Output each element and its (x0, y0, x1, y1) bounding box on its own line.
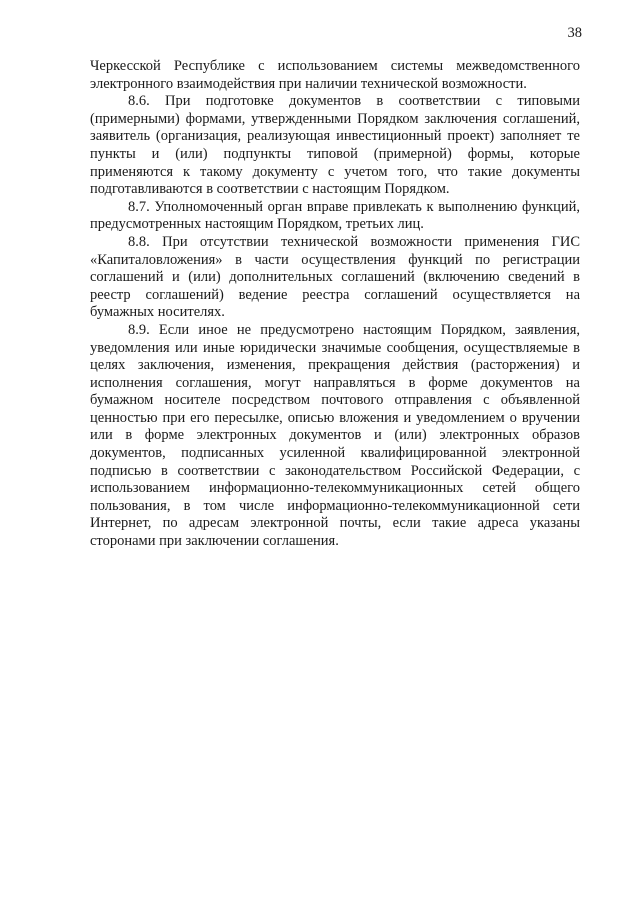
paragraph-8-9: 8.9. Если иное не предусмотрено настоящим Порядком, заявления, уведомления или иные юридически значимые сообщения, осуществляемые в целях заключения, изменения, прекращения действия (расторжения) и исполнения соглашения, могут направляться в форме документов на бумажном носителе посредством почтового отправления с объявленной ценностью при его пересылке, описью вложения и уведомлением о вручении или в форме электронных документов и (или) электронных образов документов, подписанных усиленной квалифицированной электронной подписью в соответствии с законодательством Российской Федерации, с использованием информационно-телекоммуникационных сетей общего пользования, в том числе информационно-телекоммуникационной сети Интернет, по адресам электронной почты, если такие адреса указаны сторонами при заключении соглашения. (90, 321, 580, 550)
paragraph-8-7: 8.7. Уполномоченный орган вправе привлекать к выполнению функций, предусмотренных настоящим Порядком, третьих лиц. (90, 198, 580, 233)
paragraph-8-6: 8.6. При подготовке документов в соответствии с типовыми (примерными) формами, утвержденными Порядком заключения соглашений, заявитель (организация, реализующая инвестиционный проект) заполняет те пункты и (или) подпункты типовой (примерной) формы, которые применяются к такому документу с учетом того, что такие документы подготавливаются в соответствии с настоящим Порядком. (90, 93, 580, 198)
document-body (90, 58, 580, 551)
paragraph-continuation: Черкесской Республике с использованием системы межведомственного электронного взаимодействия при наличии технической возможности. (90, 58, 580, 92)
paragraph-8-8: 8.8. При отсутствии технической возможности применения ГИС «Капиталовложения» в части осуществления функций по регистрации соглашений и (или) дополнительных соглашений (включению сведений в реестр соглашений) ведение реестра соглашений осуществляется на бумажных носителях. (90, 233, 580, 321)
page-number: 38 (567, 25, 582, 41)
